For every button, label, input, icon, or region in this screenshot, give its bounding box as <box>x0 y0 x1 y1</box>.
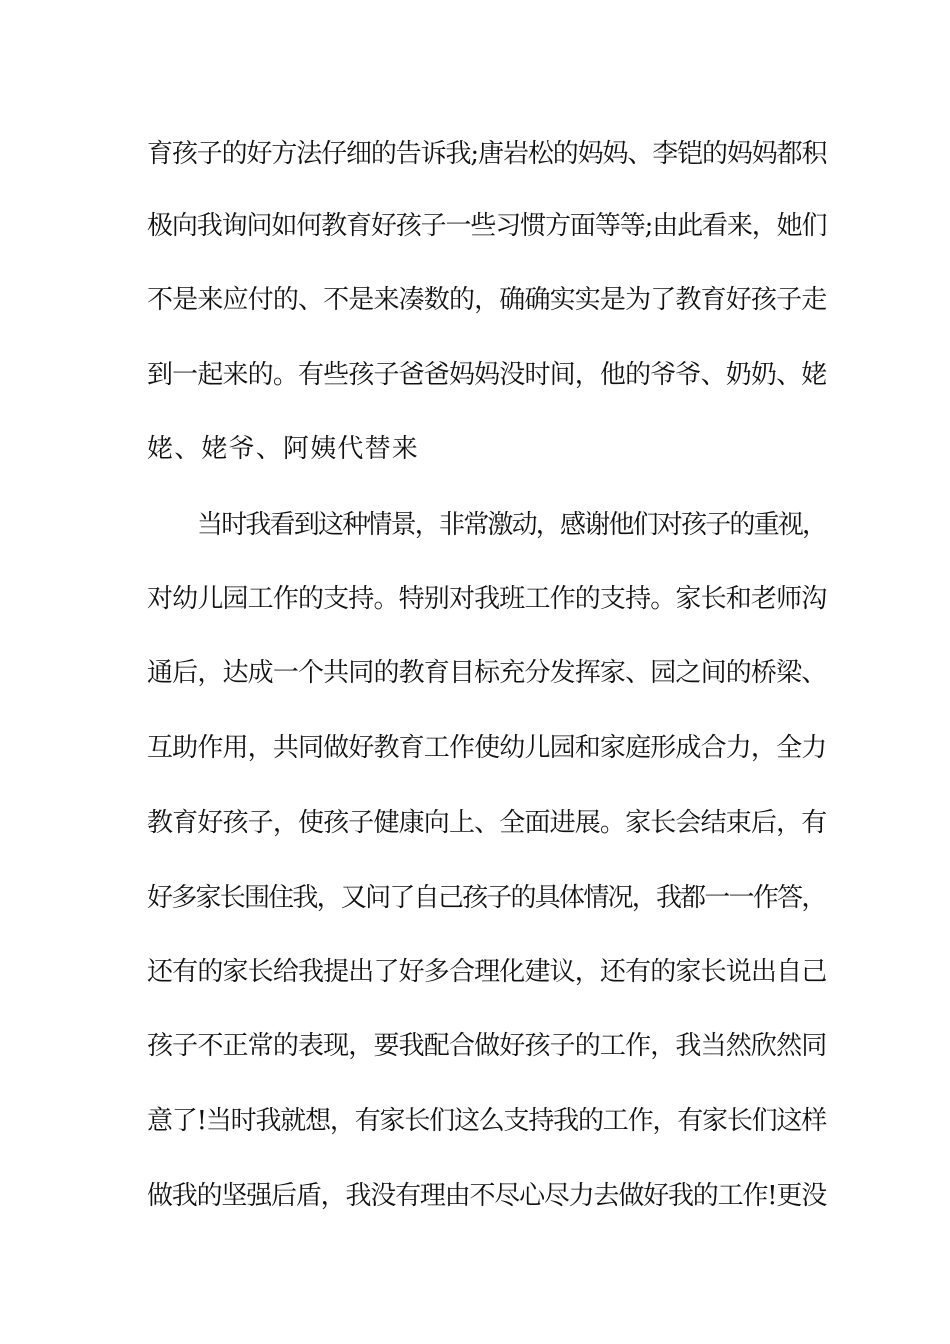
text-line: 对幼儿园工作的支持。特别对我班工作的支持。家长和老师沟 <box>147 584 827 614</box>
text-line: 孩子不正常的表现，要我配合做好孩子的工作，我当然欣然同 <box>147 1031 827 1061</box>
text-line: 通后，达成一个共同的教育目标充分发挥家、园之间的桥梁、 <box>147 658 827 688</box>
paragraph-first-line: 当时我看到这种情景，非常激动，感谢他们对孩子的重视， <box>197 510 827 540</box>
text-line: 还有的家长给我提出了好多合理化建议，还有的家长说出自己 <box>147 957 827 987</box>
text-line: 意了!当时我就想，有家长们这么支持我的工作，有家长们这样 <box>147 1106 827 1136</box>
text-line: 互助作用，共同做好教育工作使幼儿园和家庭形成合力，全力 <box>147 733 827 763</box>
text-line: 育孩子的好方法仔细的告诉我;唐岩松的妈妈、李铠的妈妈都积 <box>147 139 827 169</box>
text-line: 到一起来的。有些孩子爸爸妈妈没时间，他的爷爷、奶奶、姥 <box>147 360 827 390</box>
text-line: 好多家长围住我，又问了自己孩子的具体情况，我都一一作答， <box>147 883 826 913</box>
text-line: 不是来应付的、不是来凑数的，确确实实是为了教育好孩子走 <box>147 285 827 315</box>
text-line: 做我的坚强后盾，我没有理由不尽心尽力去做好我的工作!更没 <box>147 1181 827 1211</box>
text-line: 极向我询问如何教育好孩子一些习惯方面等等;由此看来，她们 <box>147 211 827 241</box>
text-line: 姥、姥爷、阿姨代替来 <box>147 434 420 464</box>
text-line: 教育好孩子，使孩子健康向上、全面进展。家长会结束后，有 <box>147 808 827 838</box>
